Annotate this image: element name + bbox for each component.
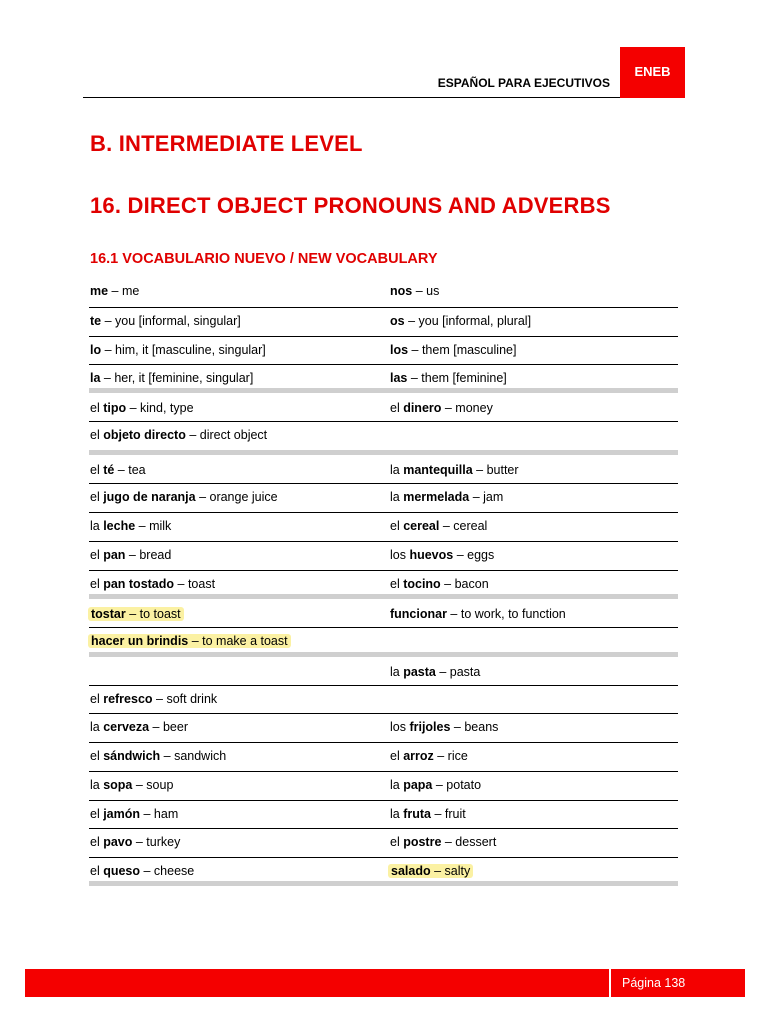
entry-definition: – butter: [472, 463, 519, 477]
entry-term: dinero: [403, 401, 442, 415]
page-number: Página 138: [622, 976, 686, 990]
entry-definition: – salty: [430, 864, 471, 878]
entry-article: la: [390, 490, 404, 504]
right-entry: [390, 312, 531, 330]
entry-definition: – money: [441, 401, 493, 415]
highlighted-entry: [88, 607, 184, 621]
entry-article: el: [90, 807, 104, 821]
brand-logo: [620, 47, 685, 98]
entry-article: la: [390, 665, 404, 679]
entry-term: leche: [103, 519, 136, 533]
right-entry: [390, 862, 473, 880]
entry-text: [390, 720, 498, 734]
entry-text: [90, 778, 173, 792]
entry-definition: – dessert: [441, 835, 497, 849]
right-entry: [390, 399, 493, 417]
entry-text: [90, 807, 178, 821]
entry-text: [90, 577, 215, 591]
entry-text: [390, 778, 481, 792]
left-entry: [90, 461, 146, 479]
entry-term: mantequilla: [403, 463, 473, 477]
entry-definition: – pasta: [435, 665, 481, 679]
vocab-row: [89, 686, 678, 714]
entry-term: objeto directo: [103, 428, 186, 442]
entry-text: [90, 343, 266, 357]
highlighted-entry: [388, 864, 473, 878]
entry-article: la: [390, 463, 404, 477]
entry-text: [390, 548, 494, 562]
entry-text: [90, 314, 241, 328]
left-entry: [90, 312, 241, 330]
entry-term: salado: [391, 864, 431, 878]
entry-article: el: [390, 519, 404, 533]
unit-heading: 16. DIRECT OBJECT PRONOUNS AND ADVERBS: [90, 193, 611, 218]
entry-term: refresco: [103, 692, 153, 706]
vocab-row: [89, 829, 678, 858]
entry-definition: – sandwich: [160, 749, 227, 763]
footer-divider: [609, 969, 611, 997]
entry-text: [90, 463, 146, 477]
entry-article: el: [90, 463, 104, 477]
vocab-row: [89, 772, 678, 801]
entry-term: tipo: [103, 401, 127, 415]
vocab-row: [89, 714, 678, 743]
vocab-row: [89, 801, 678, 829]
entry-definition: – orange juice: [195, 490, 278, 504]
entry-term: mermelada: [403, 490, 470, 504]
left-entry: [90, 369, 253, 387]
entry-definition: – milk: [135, 519, 172, 533]
entry-article: el: [90, 692, 104, 706]
entry-term: hacer un brindis: [91, 634, 189, 648]
vocab-row: [89, 393, 678, 422]
entry-term: os: [390, 314, 405, 328]
entry-term: sándwich: [103, 749, 161, 763]
entry-term: frijoles: [409, 720, 451, 734]
brand-text: ENEB: [634, 64, 671, 79]
entry-definition: – eggs: [453, 548, 495, 562]
entry-term: pan tostado: [103, 577, 175, 591]
entry-text: [90, 401, 194, 415]
entry-term: huevos: [409, 548, 454, 562]
entry-definition: – cereal: [439, 519, 488, 533]
entry-term: te: [90, 314, 102, 328]
vocab-row: [89, 571, 678, 594]
entry-text: [90, 864, 194, 878]
entry-definition: – bacon: [440, 577, 489, 591]
entry-definition: – cheese: [140, 864, 195, 878]
entry-term: funcionar: [390, 607, 447, 621]
highlighted-entry: [88, 634, 291, 648]
left-entry: [90, 517, 171, 535]
header-title: ESPAÑOL PARA EJECUTIVOS: [437, 76, 610, 90]
entry-definition: – me: [108, 284, 140, 298]
entry-definition: – bread: [125, 548, 172, 562]
entry-article: el: [390, 401, 404, 415]
vocab-row: [89, 308, 678, 337]
entry-term: postre: [403, 835, 442, 849]
entry-definition: – direct object: [185, 428, 268, 442]
entry-text: [390, 490, 503, 504]
entry-definition: – beer: [149, 720, 188, 734]
vocab-row: [89, 513, 678, 542]
entry-term: los: [390, 343, 409, 357]
right-entry: [390, 488, 503, 506]
left-entry: [90, 690, 217, 708]
entry-article: el: [90, 749, 104, 763]
left-entry: [90, 805, 178, 823]
left-entry: [90, 575, 215, 593]
entry-article: el: [90, 835, 104, 849]
vocab-row: [89, 279, 678, 308]
entry-term: cerveza: [103, 720, 150, 734]
level-heading: B. INTERMEDIATE LEVEL: [90, 131, 363, 156]
entry-term: pan: [103, 548, 126, 562]
vocab-row: [89, 455, 678, 484]
entry-term: lo: [90, 343, 102, 357]
right-entry: [390, 575, 489, 593]
right-entry: [390, 341, 516, 359]
entry-definition: – tea: [114, 463, 146, 477]
entry-term: jugo de naranja: [103, 490, 196, 504]
entry-text: [90, 749, 226, 763]
left-entry: [90, 605, 184, 623]
entry-text: [390, 607, 566, 621]
entry-definition: – rice: [433, 749, 468, 763]
entry-definition: – turkey: [132, 835, 181, 849]
right-entry: [390, 663, 480, 681]
entry-text: [90, 519, 171, 533]
entry-term: nos: [390, 284, 413, 298]
left-entry: [90, 341, 266, 359]
left-entry: [90, 399, 194, 417]
entry-article: la: [90, 519, 104, 533]
entry-article: el: [90, 548, 104, 562]
entry-text: [90, 835, 180, 849]
left-entry: [90, 546, 171, 564]
entry-text: [390, 577, 489, 591]
entry-term: tostar: [91, 607, 126, 621]
entry-article: la: [390, 778, 404, 792]
header-rule: [83, 97, 620, 98]
right-entry: [390, 833, 496, 851]
entry-text: [90, 371, 253, 385]
entry-definition: – kind, type: [126, 401, 194, 415]
section-heading: 16.1 VOCABULARIO NUEVO / NEW VOCABULARY: [90, 251, 438, 267]
group-separator: [89, 881, 678, 886]
entry-term: la: [90, 371, 101, 385]
entry-definition: – soft drink: [152, 692, 218, 706]
entry-article: el: [90, 864, 104, 878]
entry-definition: – you [informal, singular]: [101, 314, 241, 328]
entry-text: [90, 428, 267, 442]
entry-definition: – them [masculine]: [408, 343, 517, 357]
entry-definition: – beans: [450, 720, 499, 734]
entry-article: los: [390, 548, 410, 562]
right-entry: [390, 718, 498, 736]
entry-definition: – soup: [132, 778, 174, 792]
entry-text: [390, 749, 468, 763]
left-entry: [90, 718, 188, 736]
entry-definition: – him, it [masculine, singular]: [101, 343, 266, 357]
entry-text: [390, 463, 519, 477]
entry-term: pasta: [403, 665, 436, 679]
entry-term: cereal: [403, 519, 440, 533]
entry-article: el: [390, 749, 404, 763]
right-entry: [390, 805, 466, 823]
entry-term: sopa: [103, 778, 133, 792]
entry-article: la: [90, 778, 104, 792]
entry-definition: – potato: [432, 778, 482, 792]
entry-text: [390, 665, 480, 679]
vocabulary-table: [89, 279, 678, 886]
vocab-row: [89, 628, 678, 652]
entry-term: las: [390, 371, 408, 385]
entry-article: el: [90, 490, 104, 504]
entry-article: el: [390, 577, 404, 591]
entry-article: el: [90, 401, 104, 415]
right-entry: [390, 747, 468, 765]
right-entry: [390, 369, 507, 387]
entry-article: la: [90, 720, 104, 734]
entry-text: [90, 548, 171, 562]
vocab-row: [89, 337, 678, 365]
vocab-row: [89, 858, 678, 881]
entry-text: [390, 401, 493, 415]
entry-definition: – her, it [feminine, singular]: [100, 371, 254, 385]
left-entry: [90, 776, 173, 794]
entry-definition: – you [informal, plural]: [404, 314, 532, 328]
entry-definition: – to work, to function: [446, 607, 566, 621]
entry-article: la: [390, 807, 404, 821]
entry-article: el: [90, 428, 104, 442]
entry-term: fruta: [403, 807, 431, 821]
entry-article: los: [390, 720, 410, 734]
vocab-row: [89, 484, 678, 513]
right-entry: [390, 282, 439, 300]
entry-term: jamón: [103, 807, 141, 821]
entry-text: [390, 343, 516, 357]
entry-text: [390, 519, 487, 533]
left-entry: [90, 862, 194, 880]
entry-definition: – to make a toast: [188, 634, 288, 648]
entry-definition: – them [feminine]: [407, 371, 507, 385]
entry-term: arroz: [403, 749, 434, 763]
vocab-row: [89, 743, 678, 772]
entry-definition: – ham: [140, 807, 179, 821]
entry-definition: – toast: [174, 577, 216, 591]
left-entry: [90, 833, 180, 851]
entry-text: [90, 692, 217, 706]
right-entry: [390, 546, 494, 564]
left-entry: [90, 282, 139, 300]
vocab-row: [89, 365, 678, 388]
entry-term: pavo: [103, 835, 133, 849]
vocab-row: [89, 542, 678, 571]
entry-term: me: [90, 284, 109, 298]
entry-text: [390, 835, 496, 849]
vocab-row: [89, 599, 678, 628]
entry-article: el: [390, 835, 404, 849]
entry-definition: – fruit: [430, 807, 466, 821]
entry-article: el: [90, 577, 104, 591]
entry-term: tocino: [403, 577, 441, 591]
right-entry: [390, 517, 487, 535]
entry-text: [90, 284, 139, 298]
vocab-row: [89, 657, 678, 686]
left-entry: [90, 426, 267, 444]
entry-definition: – us: [412, 284, 440, 298]
left-entry: [90, 747, 226, 765]
right-entry: [390, 776, 481, 794]
left-entry: [90, 488, 278, 506]
entry-term: queso: [103, 864, 141, 878]
entry-text: [390, 314, 531, 328]
entry-text: [90, 490, 278, 504]
vocab-row: [89, 422, 678, 450]
entry-term: papa: [403, 778, 433, 792]
left-entry: [90, 632, 291, 650]
entry-text: [390, 284, 439, 298]
entry-text: [90, 720, 188, 734]
entry-text: [390, 807, 466, 821]
entry-text: [390, 371, 507, 385]
entry-definition: – to toast: [125, 607, 181, 621]
entry-definition: – jam: [469, 490, 504, 504]
entry-term: té: [103, 463, 115, 477]
right-entry: [390, 461, 519, 479]
right-entry: [390, 605, 566, 623]
